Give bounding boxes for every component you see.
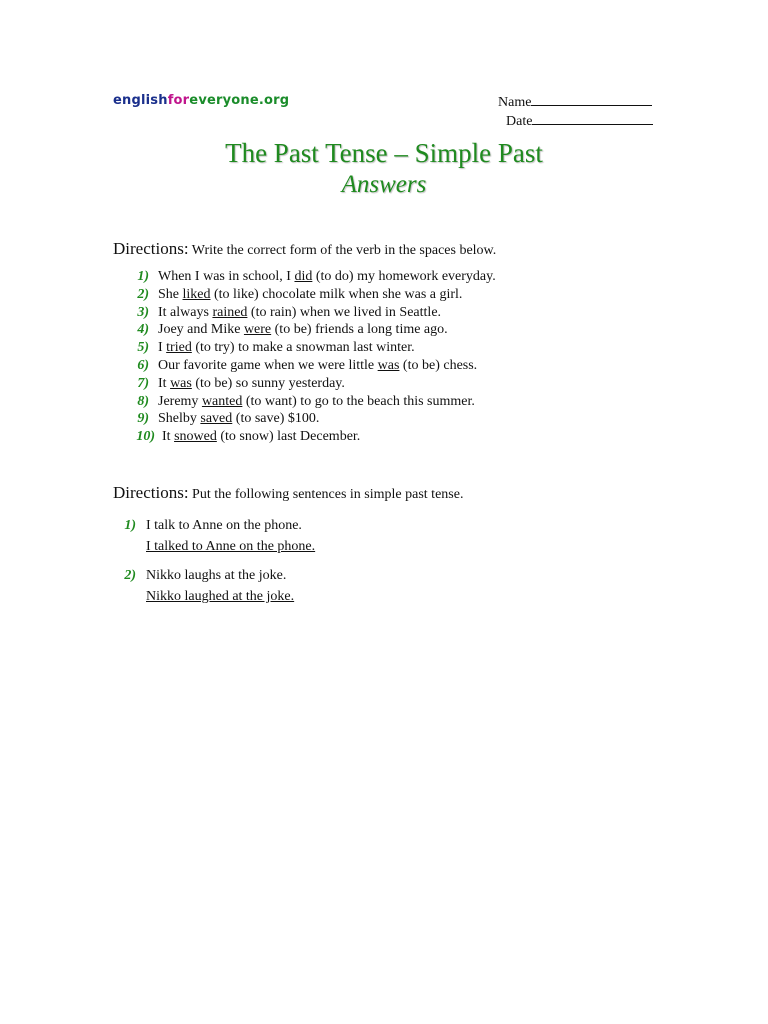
logo-part-english: english [113,93,168,108]
item-text-after: (to like) chocolate milk when she was a girl. [210,286,463,302]
item-text-before: She [158,286,183,302]
item-question-row [116,565,315,586]
item-answer: was [377,357,400,373]
section2-directions [113,483,463,503]
list-item [128,428,496,446]
item-question-row [116,515,315,536]
item-number: 9) [137,411,149,427]
item-text-after: (to snow) last December. [216,429,361,445]
section1-directions [113,239,496,259]
item-number: 10) [136,429,155,445]
item-text-after: (to save) $100. [232,411,320,427]
item-answer-row [116,536,315,557]
item-text-before: It always [158,304,213,320]
date-row [498,112,653,131]
list-item [128,339,496,357]
section2-directions-text: Put the following sentences in simple past tense. [192,487,464,502]
logo-part-everyone: everyone.org [189,93,290,108]
item-answer: rained [212,304,248,320]
item-text-after: (to try) to make a snowman last winter. [191,340,415,356]
item-number: 2) [137,286,149,302]
item-text-before: Joey and Mike [158,322,244,338]
section2-list [116,515,315,615]
item-answer: were [243,322,272,338]
item-text-after: (to rain) when we lived in Seattle. [247,304,442,320]
list-item [128,321,496,339]
item-number: 8) [137,393,149,409]
list-item [128,393,496,411]
list-item [128,286,496,304]
name-label: Name [498,95,532,110]
list-item [128,304,496,322]
item-answer-row [116,586,294,607]
item-text-after: (to be) friends a long time ago. [271,322,448,338]
name-blank-line [531,93,652,106]
list-item [128,410,496,428]
item-text-after: (to be) so sunny yesterday. [191,375,345,391]
item-answer: was [170,375,192,391]
page-subtitle: Answers [341,171,427,198]
item-number: 1) [124,518,136,533]
section1-directions-label: Directions: [113,239,189,258]
item-question: Nikko laughs at the joke. [146,568,287,583]
item-text-after: (to do) my homework everyday. [312,269,496,284]
page-title: The Past Tense – Simple Past [225,138,543,168]
item-text-before: It [158,375,171,391]
section1-list [128,268,496,446]
name-date-block [498,93,653,131]
name-row [498,93,653,112]
item-answer: did [294,269,313,284]
item-answer: liked [182,286,211,302]
item-answer: saved [200,411,233,427]
item-text-before: It [162,429,175,445]
list-item [128,268,496,286]
list-item [128,357,496,375]
item-text-before: Jeremy [158,393,202,409]
list-item [116,515,315,557]
item-number: 3) [137,304,149,320]
date-blank-line [532,112,653,125]
item-number: 2) [124,568,136,583]
list-item [128,375,496,393]
item-number: 4) [137,322,149,338]
item-answer: I talked to Anne on the phone. [146,539,316,554]
item-text-before: When I was in school, I [158,269,295,284]
section2-directions-label: Directions: [113,483,189,502]
item-text-after: (to want) to go to the beach this summer. [242,393,475,409]
site-logo [113,93,289,108]
section1-directions-text: Write the correct form of the verb in the spaces below. [191,243,497,258]
item-text-before: Our favorite game when we were little [158,357,378,373]
item-text-before: Shelby [158,411,201,427]
item-answer: tried [166,340,192,356]
item-number: 6) [137,357,149,373]
item-text-before: I [158,340,167,356]
item-answer: wanted [201,393,243,409]
date-label: Date [506,114,533,129]
item-number: 5) [137,340,149,356]
item-text-after: (to be) chess. [399,357,478,373]
logo-part-for: for [167,93,190,108]
item-number: 1) [137,269,149,284]
item-answer: Nikko laughed at the joke. [146,589,295,604]
item-number: 7) [137,375,149,391]
list-item [116,565,315,607]
item-answer: snowed [174,429,217,445]
item-question: I talk to Anne on the phone. [146,518,302,533]
